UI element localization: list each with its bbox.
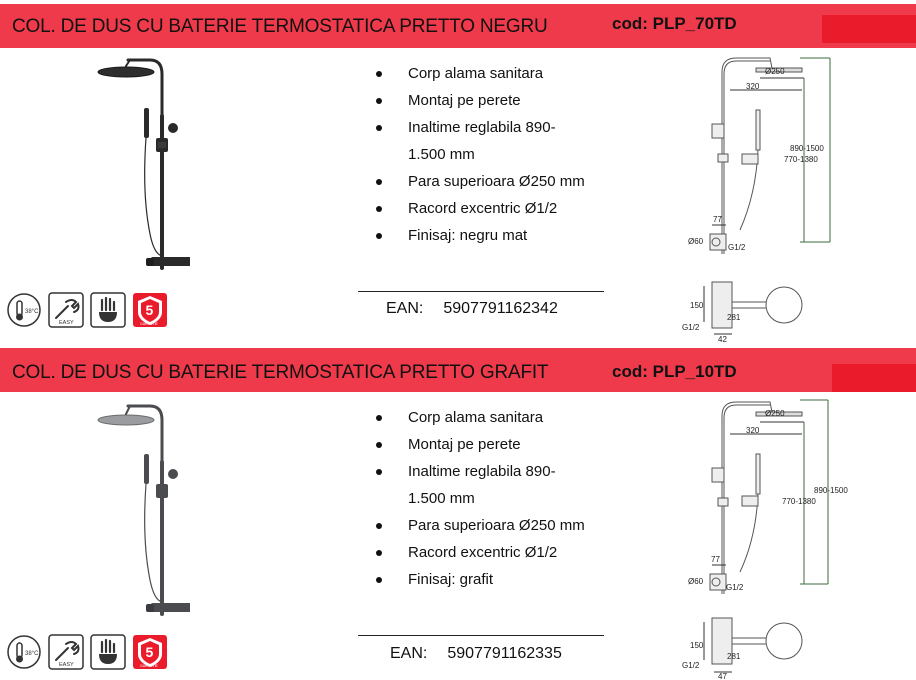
svg-text:281: 281 [727, 652, 741, 661]
warranty-5-years-icon [132, 292, 170, 330]
svg-text:G1/2: G1/2 [682, 323, 700, 332]
svg-text:Ø250: Ø250 [765, 67, 785, 76]
svg-text:770-1380: 770-1380 [784, 155, 818, 164]
hand-wash-icon [90, 292, 128, 330]
feature-item: Racord excentric Ø1/2 [368, 539, 608, 566]
product-image [90, 54, 190, 276]
hand-wash-icon [90, 634, 128, 672]
ean-divider [358, 291, 604, 292]
svg-text:EASY: EASY [59, 662, 74, 668]
svg-text:42: 42 [718, 335, 727, 344]
svg-text:G1/2: G1/2 [728, 243, 746, 252]
svg-text:G1/2: G1/2 [726, 583, 744, 592]
svg-text:EASY: EASY [59, 320, 74, 326]
feature-item: Montaj pe perete [368, 87, 608, 114]
svg-text:5: 5 [145, 302, 154, 318]
feature-item: Para superioara Ø250 mm [368, 512, 608, 539]
feature-item: Finisaj: negru mat [368, 222, 608, 249]
feature-item-continued: 1.500 mm [408, 490, 475, 507]
header-accent-block [832, 364, 916, 392]
product-title: COL. DE DUS CU BATERIE TERMOSTATICA PRETTO NEGRU [12, 16, 548, 37]
svg-text:770-1380: 770-1380 [782, 497, 816, 506]
ean-value: 5907791162335 [447, 645, 562, 662]
thermostatic-38c-icon [6, 292, 44, 330]
svg-text:320: 320 [746, 426, 760, 435]
ean-line [386, 300, 558, 318]
feature-item: Para superioara Ø250 mm [368, 168, 608, 195]
feature-item-continued: 1.500 mm [408, 146, 475, 163]
svg-text:150: 150 [690, 641, 704, 650]
ean-divider [358, 635, 604, 636]
feature-item: Racord excentric Ø1/2 [368, 195, 608, 222]
svg-text:281: 281 [727, 313, 741, 322]
svg-text:GARANTIE: GARANTIE [140, 664, 158, 668]
thermostatic-38c-icon [6, 634, 44, 672]
feature-list [368, 404, 608, 593]
feature-item: Finisaj: grafit [368, 566, 608, 593]
wrench-easy-icon [48, 292, 86, 330]
wrench-easy-icon [48, 634, 86, 672]
svg-text:47: 47 [718, 672, 727, 680]
product-image [90, 400, 190, 622]
svg-text:890-1500: 890-1500 [790, 144, 824, 153]
ean-value: 5907791162342 [443, 300, 558, 317]
svg-text:Ø60: Ø60 [688, 577, 704, 586]
ean-line [390, 645, 562, 663]
svg-text:38°C: 38°C [25, 651, 39, 657]
product-code: cod: PLP_10TD [612, 362, 737, 381]
svg-text:320: 320 [746, 82, 760, 91]
technical-drawing [680, 398, 850, 680]
ean-label: EAN: [390, 645, 428, 662]
svg-text:5: 5 [145, 644, 154, 660]
feature-item: Montaj pe perete [368, 431, 608, 458]
technical-drawing [680, 54, 850, 344]
feature-item: Corp alama sanitara [368, 60, 608, 87]
svg-text:GARANTIE: GARANTIE [140, 322, 158, 326]
svg-text:890-1500: 890-1500 [814, 486, 848, 495]
svg-text:G1/2: G1/2 [682, 661, 700, 670]
svg-text:77: 77 [713, 215, 722, 224]
svg-text:Ø60: Ø60 [688, 237, 704, 246]
svg-text:77: 77 [711, 555, 720, 564]
header-accent-block [822, 15, 916, 43]
feature-item: Inaltime reglabila 890- [368, 458, 608, 485]
feature-item: Inaltime reglabila 890- [368, 114, 608, 141]
warranty-5-years-icon [132, 634, 170, 672]
product-code: cod: PLP_70TD [612, 14, 737, 33]
product-title: COL. DE DUS CU BATERIE TERMOSTATICA PRETTO GRAFIT [12, 362, 549, 383]
feature-icons [6, 634, 174, 672]
feature-icons [6, 292, 174, 330]
feature-item: Corp alama sanitara [368, 404, 608, 431]
svg-text:38°C: 38°C [25, 309, 39, 315]
ean-label: EAN: [386, 300, 424, 317]
svg-text:Ø250: Ø250 [765, 409, 785, 418]
svg-text:150: 150 [690, 301, 704, 310]
feature-list [368, 60, 608, 249]
